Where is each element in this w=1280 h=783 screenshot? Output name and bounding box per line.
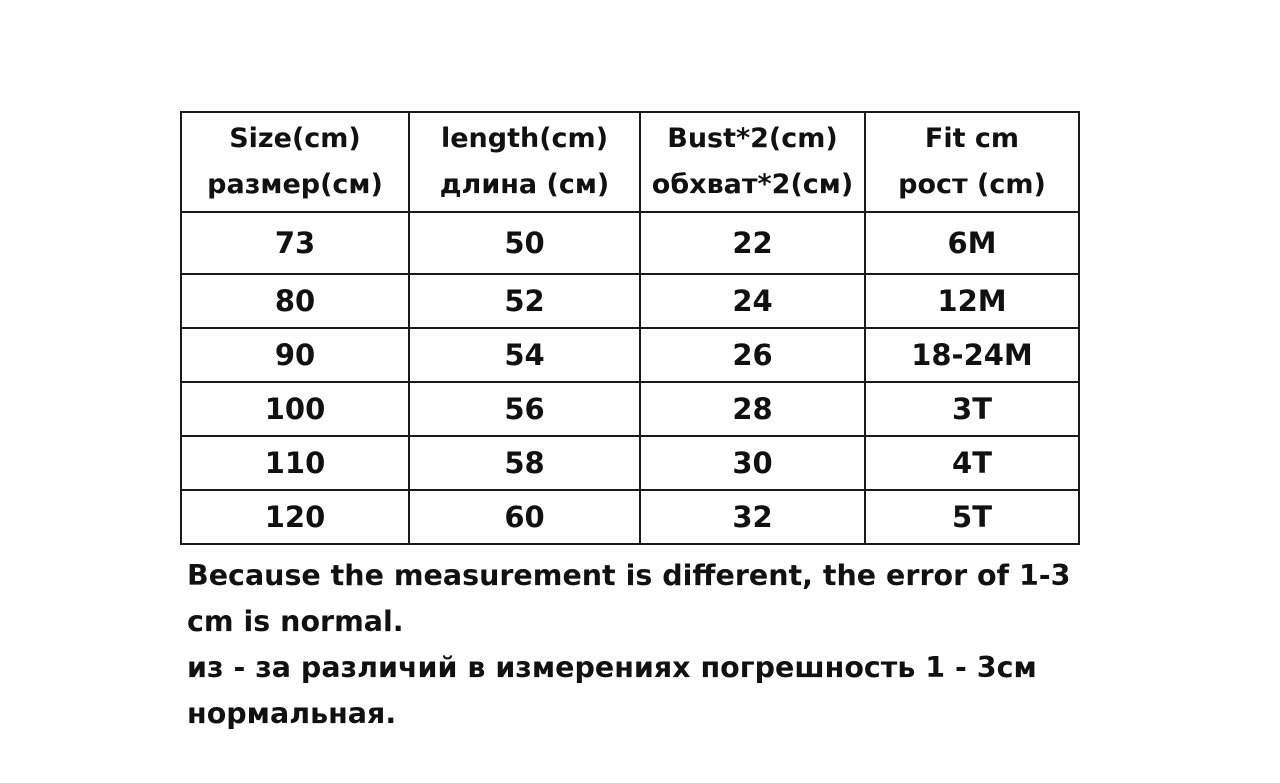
cell-length: 60 bbox=[409, 490, 640, 544]
header-fit bbox=[865, 112, 1079, 212]
cell-length: 52 bbox=[409, 274, 640, 328]
cell-size: 110 bbox=[181, 436, 409, 490]
cell-size: 120 bbox=[181, 490, 409, 544]
cell-fit: 6M bbox=[865, 212, 1079, 274]
header-length-ru: длина (см) bbox=[439, 169, 610, 200]
cell-length: 54 bbox=[409, 328, 640, 382]
cell-length: 56 bbox=[409, 382, 640, 436]
header-bust-ru: обхват*2(см) bbox=[651, 169, 854, 200]
cell-size: 90 bbox=[181, 328, 409, 382]
note-en-line-2: cm is normal. bbox=[187, 605, 404, 638]
header-fit-en: Fit cm bbox=[924, 123, 1020, 154]
cell-size: 100 bbox=[181, 382, 409, 436]
cell-bust: 24 bbox=[640, 274, 865, 328]
cell-length: 58 bbox=[409, 436, 640, 490]
cell-bust: 28 bbox=[640, 382, 865, 436]
header-size-ru: размер(см) bbox=[207, 169, 383, 200]
cell-fit: 18-24M bbox=[865, 328, 1079, 382]
measurement-note bbox=[187, 553, 1087, 737]
table-row bbox=[181, 490, 1079, 544]
header-length-en: length(cm) bbox=[440, 123, 609, 154]
cell-bust: 30 bbox=[640, 436, 865, 490]
cell-size: 80 bbox=[181, 274, 409, 328]
cell-fit: 5T bbox=[865, 490, 1079, 544]
header-fit-ru: рост (cm) bbox=[898, 169, 1046, 200]
table-row bbox=[181, 212, 1079, 274]
table-row bbox=[181, 436, 1079, 490]
note-ru-line-2: нормальная. bbox=[187, 697, 397, 730]
note-ru-line-1: из - за различий в измерениях погрешность 1 - 3см bbox=[187, 651, 1037, 684]
cell-fit: 12M bbox=[865, 274, 1079, 328]
table-row bbox=[181, 274, 1079, 328]
header-length bbox=[409, 112, 640, 212]
header-bust-en: Bust*2(cm) bbox=[667, 123, 838, 154]
note-en-line-1: Because the measurement is different, the error of 1-3 bbox=[187, 559, 1071, 592]
cell-bust: 26 bbox=[640, 328, 865, 382]
table-header-row bbox=[181, 112, 1079, 212]
cell-length: 50 bbox=[409, 212, 640, 274]
header-size bbox=[181, 112, 409, 212]
header-size-en: Size(cm) bbox=[229, 123, 361, 154]
cell-bust: 32 bbox=[640, 490, 865, 544]
size-chart-table bbox=[180, 111, 1080, 545]
header-bust bbox=[640, 112, 865, 212]
table-row bbox=[181, 328, 1079, 382]
cell-fit: 4T bbox=[865, 436, 1079, 490]
cell-bust: 22 bbox=[640, 212, 865, 274]
cell-fit: 3T bbox=[865, 382, 1079, 436]
cell-size: 73 bbox=[181, 212, 409, 274]
table-row bbox=[181, 382, 1079, 436]
